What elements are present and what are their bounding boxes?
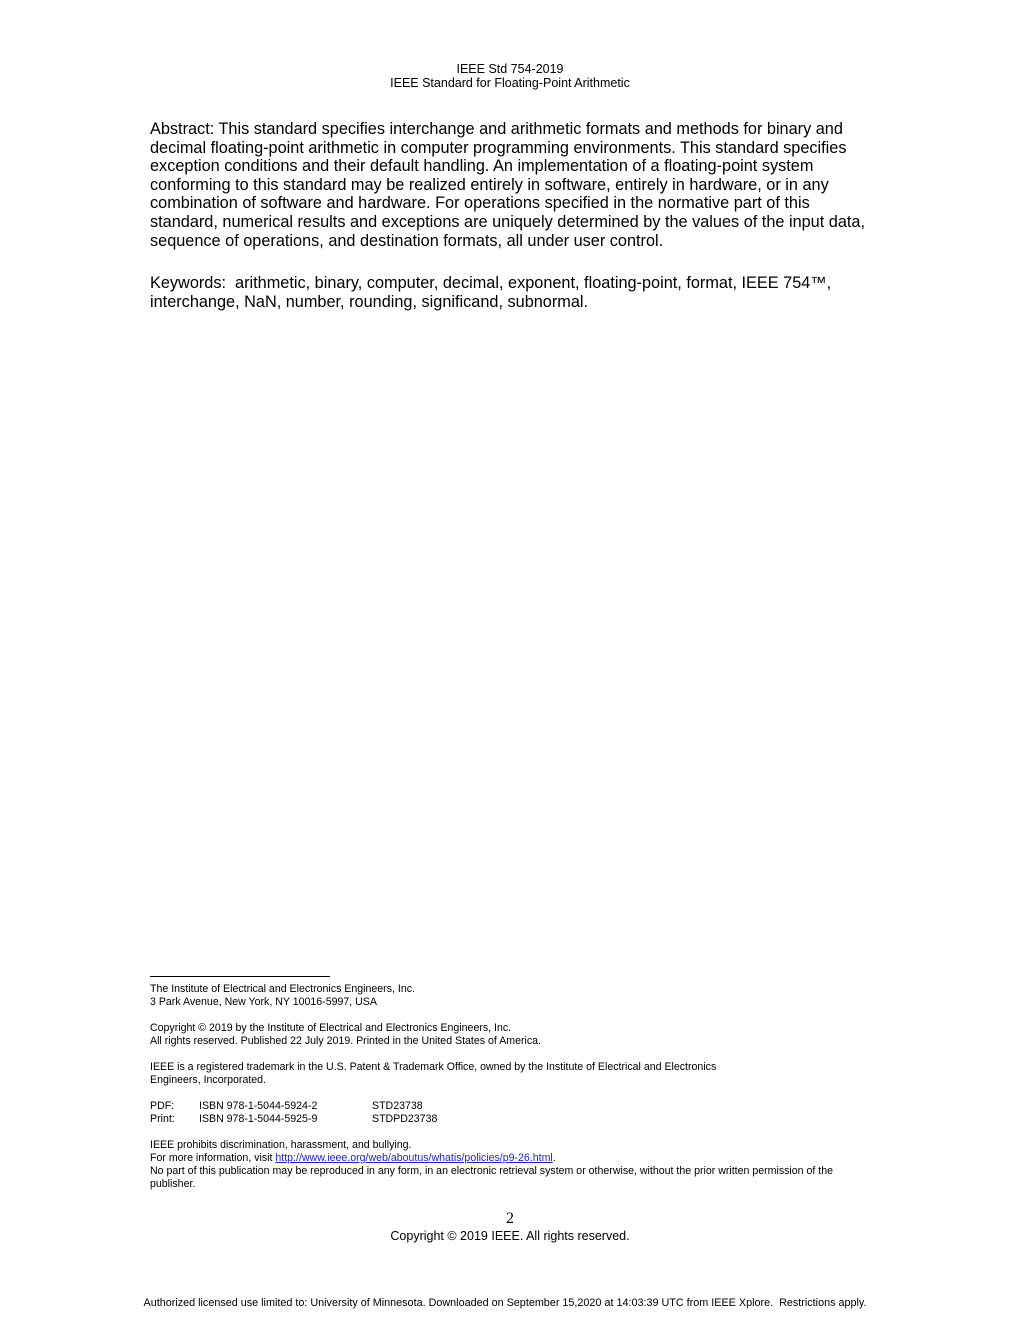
prohibits-line: IEEE prohibits discrimination, harassment, and bullying. — [150, 1139, 412, 1151]
more-info-line — [150, 1152, 880, 1165]
abstract-paragraph: Abstract: This standard specifies interchange and arithmetic formats and methods for binary and decimal floating-point arithmetic in computer programming environments. This standard specifies exception conditions and their default handling. An implementation of a floating-point system conforming to this standard may be realized entirely in software, entirely in hardware, or in any combination of software and hardware. For operations specified in the normative part of this standard, numerical results and exceptions are uniquely determined by the values of the input data, sequence of operations, and destination formats, all under user control. — [150, 120, 865, 250]
copyright-block — [150, 1022, 880, 1048]
isbn-format-label: PDF: — [150, 1100, 175, 1112]
isbn-row-print — [150, 1113, 880, 1126]
isbn-number: ISBN 978-1-5044-5925-9 — [199, 1113, 318, 1125]
trademark-block — [150, 1061, 880, 1087]
keywords-paragraph: Keywords: arithmetic, binary, computer, decimal, exponent, floating-point, format, IEEE 754™, interchange, NaN, number, rounding, significand, subnormal. — [150, 274, 832, 311]
publisher-name: The Institute of Electrical and Electronics Engineers, Inc. — [150, 983, 415, 995]
isbn-product-code: STD23738 — [372, 1100, 423, 1112]
page-number: 2 — [506, 1210, 514, 1227]
rights-line: All rights reserved. Published 22 July 2019. Printed in the United States of America. — [150, 1035, 542, 1047]
reproduction-notice: No part of this publication may be reproduced in any form, in an electronic retrieval system or otherwise, without the prior written permission of the publisher. — [150, 1165, 834, 1190]
publisher-block — [150, 983, 880, 1009]
isbn-table — [150, 1100, 880, 1126]
license-notice: Authorized licensed use limited to: University of Minnesota. Downloaded on September 15,2020 at 14:03:39 UTC from IEEE Xplore. Restrictions apply. — [143, 1297, 867, 1309]
policy-link[interactable]: http://www.ieee.org/web/aboutus/whatis/policies/p9-26.html — [275, 1152, 553, 1164]
isbn-number: ISBN 978-1-5044-5924-2 — [199, 1100, 318, 1112]
standard-title: IEEE Standard for Floating-Point Arithmetic — [390, 76, 630, 90]
trademark-line-continued: Engineers, Incorporated. — [150, 1074, 267, 1086]
publisher-address: 3 Park Avenue, New York, NY 10016-5997, USA — [150, 996, 377, 1008]
standard-number: IEEE Std 754-2019 — [456, 62, 564, 76]
trademark-line: IEEE is a registered trademark in the U.S. Patent & Trademark Office, owned by the Institute of Electrical and Electronics — [150, 1061, 717, 1073]
more-info-prefix: For more information, visit — [150, 1152, 276, 1164]
isbn-row-pdf — [150, 1100, 880, 1113]
page-copyright: Copyright © 2019 IEEE. All rights reserved. — [390, 1229, 630, 1243]
copyright-line: Copyright © 2019 by the Institute of Electrical and Electronics Engineers, Inc. — [150, 1022, 512, 1034]
more-info-suffix: . — [552, 1152, 556, 1164]
running-header — [0, 62, 1020, 90]
footnote-divider — [150, 976, 330, 977]
isbn-product-code: STDPD23738 — [372, 1113, 438, 1125]
isbn-format-label: Print: — [150, 1113, 175, 1125]
policy-block — [150, 1139, 880, 1191]
